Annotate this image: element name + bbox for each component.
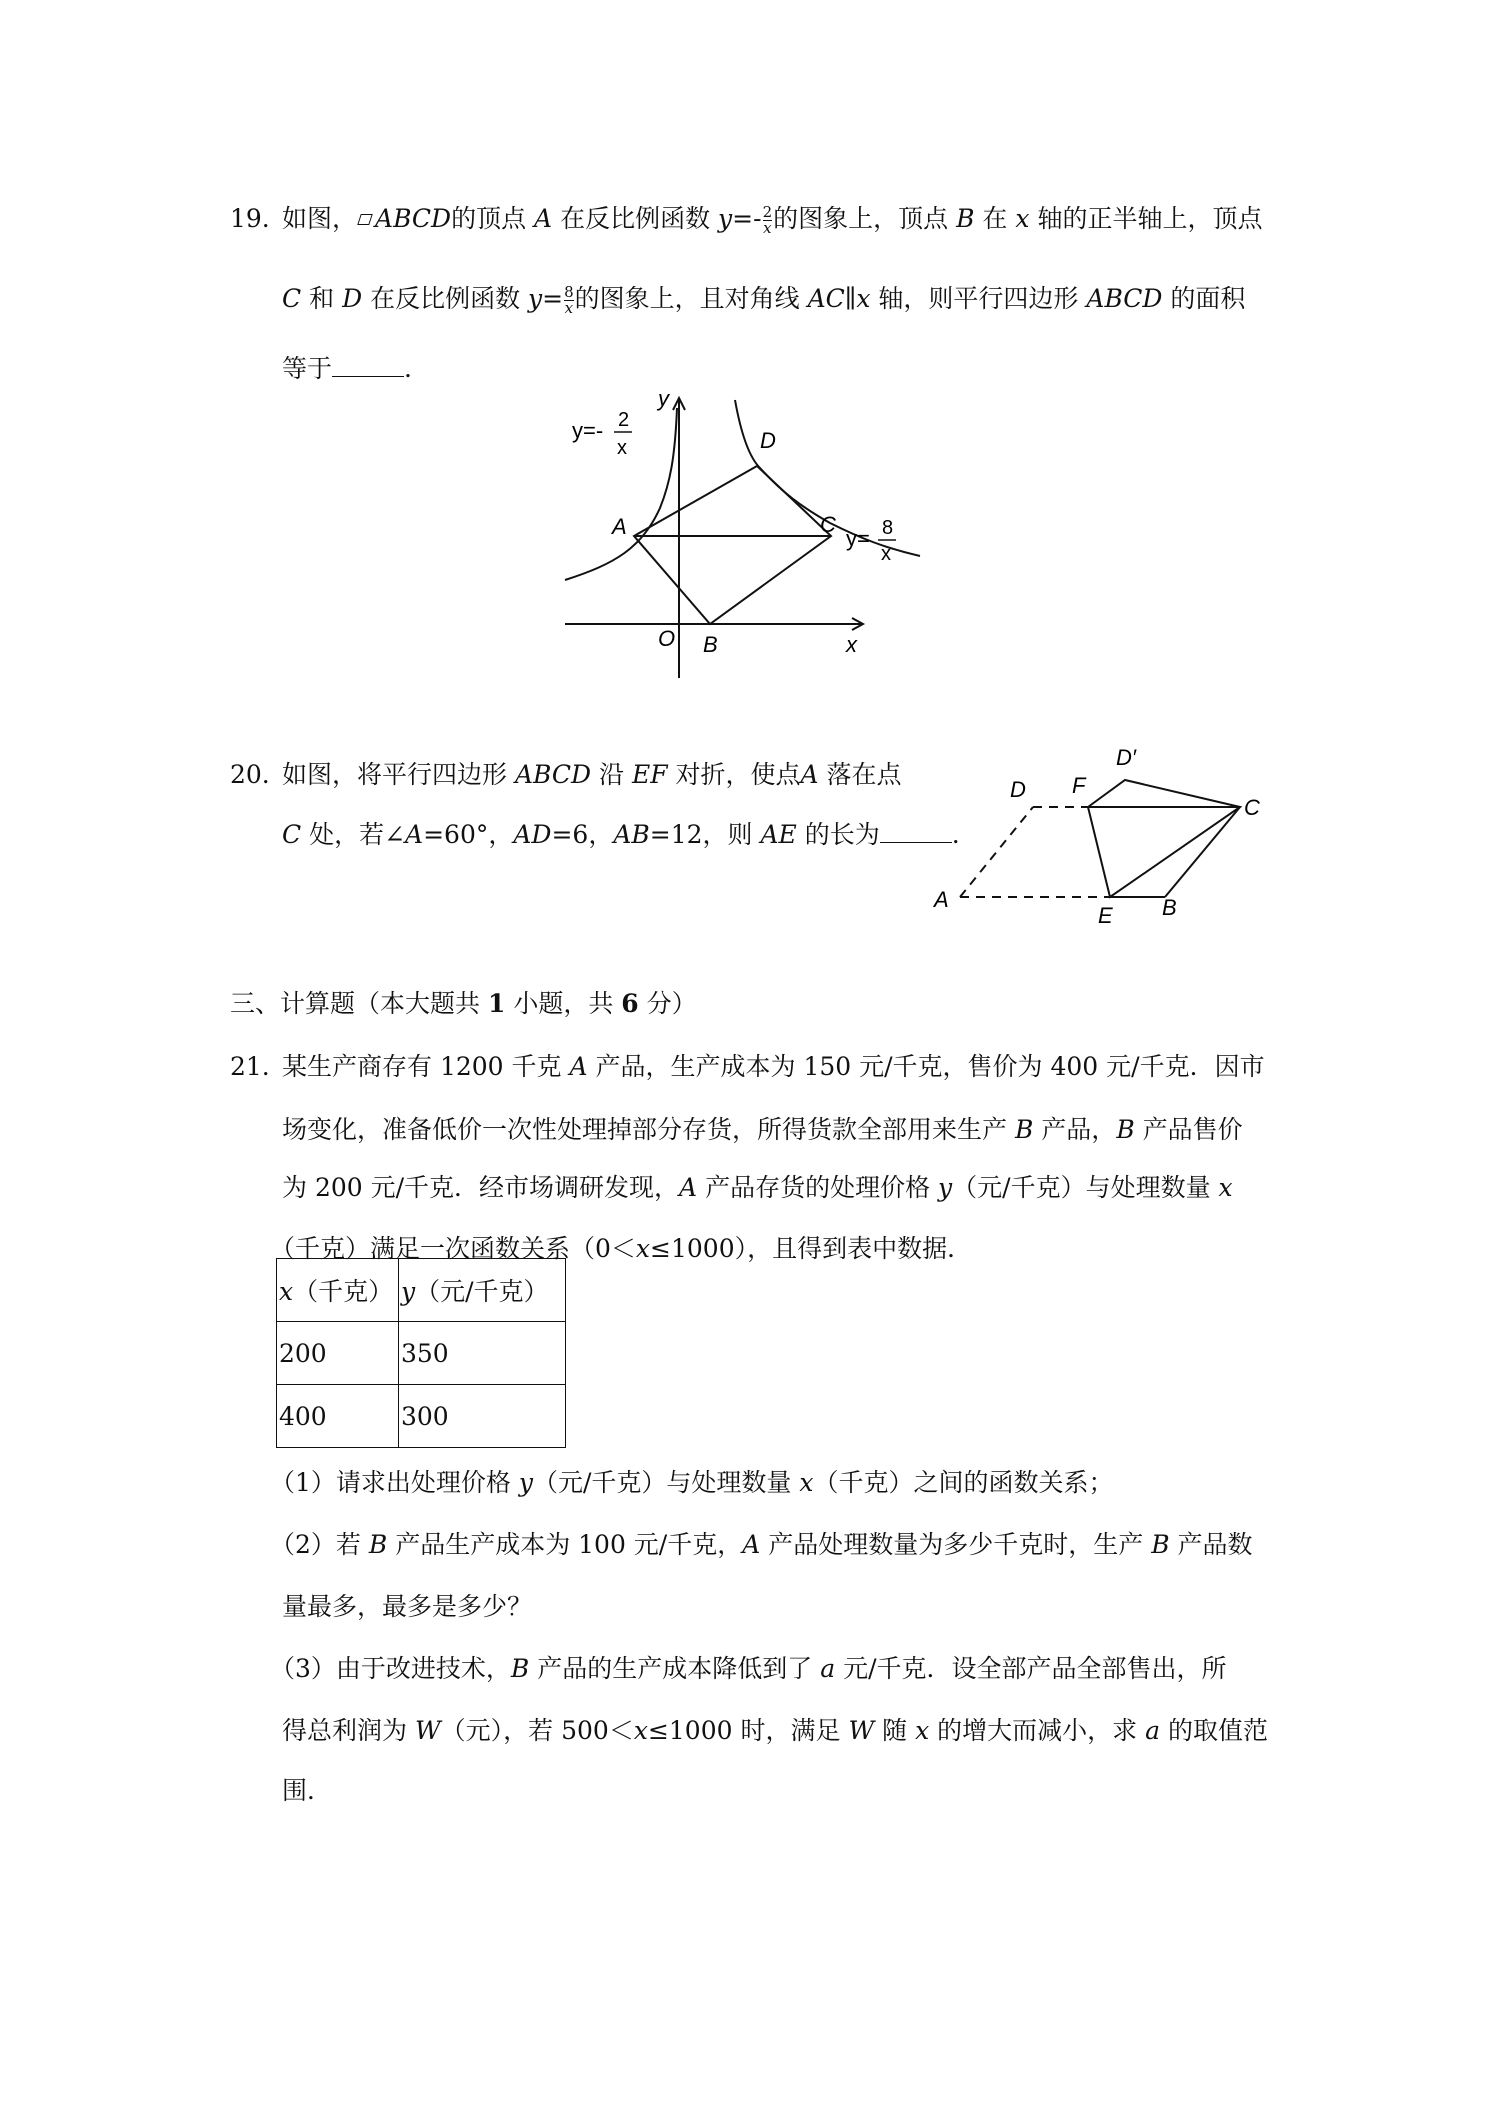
q20-figure	[920, 735, 1280, 930]
table-row	[277, 1385, 566, 1448]
q20-line-2: C 处，若∠A=60°，AD=6，AB=12，则 AE 的长为 .	[282, 820, 960, 849]
point-label-A: A	[612, 514, 627, 539]
point-label-C: C	[820, 512, 836, 537]
q19-number: 19.	[230, 204, 270, 233]
table-row	[277, 1322, 566, 1385]
label-x-2: x	[881, 543, 891, 565]
q21-part-3-line-3: 围．	[282, 1776, 333, 1805]
point-label-F: F	[1072, 773, 1086, 798]
q21-part-3-line-1: （3）由于改进技术，B 产品的生产成本降低到了 a 元/千克．设全部产品全部售出，所	[270, 1654, 1227, 1683]
q21-number: 21.	[230, 1052, 270, 1081]
section-3-heading: 三、计算题（本大题共 1 小题，共 6 分）	[230, 989, 697, 1018]
q19-figure	[560, 388, 940, 688]
point-label-B: B	[703, 632, 718, 657]
point-label-Dprime: D′	[1116, 745, 1137, 770]
point-label-O: O	[658, 626, 676, 651]
point-label-E: E	[1098, 903, 1113, 928]
table-header-x: x（千克）	[277, 1259, 399, 1322]
q20-number: 20.	[230, 760, 270, 789]
table-cell: 200	[277, 1322, 399, 1385]
q19-line-1: 如图， ABCD的顶点 A 在反比例函数 y=- $\frac{2}{x}$ 的图象上，顶点 B 在 x 轴的正半轴上，顶点	[282, 203, 1263, 237]
parallelogram-ABCD	[634, 466, 831, 624]
point-label-B: B	[1162, 895, 1177, 920]
label-y-neg: y=-	[572, 418, 604, 443]
table-cell: 300	[399, 1385, 566, 1448]
folded-quad-FD'CE	[1088, 780, 1240, 897]
q21-part-2-line-1: （2）若 B 产品生产成本为 100 元/千克，A 产品处理数量为多少千克时，生产 B 产品数	[270, 1530, 1253, 1559]
q19-line-3: 等于 .	[282, 354, 412, 383]
q21-line-1: 某生产商存有 1200 千克 A 产品，生产成本为 150 元/千克，售价为 400 元/千克．因市	[282, 1052, 1265, 1081]
label-8: 8	[882, 517, 894, 539]
q21-part-3-line-2: 得总利润为 W（元），若 500＜x≤1000 时，满足 W 随 x 的增大而减小，求 a 的取值范	[282, 1716, 1268, 1745]
q21-part-2-line-2: 量最多，最多是多少？	[282, 1592, 533, 1621]
point-label-A: A	[934, 887, 949, 912]
label-2: 2	[618, 409, 630, 431]
label-x-1: x	[617, 437, 627, 459]
fraction-8-over-x: $\frac{8}{x}$	[564, 283, 574, 317]
q20-line-1: 如图，将平行四边形 ABCD 沿 EF 对折，使点A 落在点	[282, 760, 902, 789]
point-label-D: D	[760, 428, 776, 453]
point-label-C: C	[1244, 795, 1260, 820]
parallelogram-symbol-icon	[357, 214, 373, 225]
answer-blank	[332, 352, 404, 377]
fraction-minus-2-over-x: $\frac{2}{x}$	[762, 203, 773, 237]
table-cell: 350	[399, 1322, 566, 1385]
dashed-AD	[960, 807, 1033, 897]
q21-part-1: （1）请求出处理价格 y（元/千克）与处理数量 x（千克）之间的函数关系；	[270, 1468, 1114, 1497]
table-header-y: y（元/千克）	[399, 1259, 566, 1322]
point-label-D: D	[1010, 777, 1026, 802]
q19-line-2: C 和 D 在反比例函数 y= $\frac{8}{x}$ 的图象上，且对角线 AC∥x 轴，则平行四边形 ABCD 的面积	[282, 283, 1246, 317]
axis-label-y: y	[658, 388, 669, 411]
label-y-pos: y=	[846, 526, 870, 551]
axis-label-x: x	[846, 632, 857, 657]
q21-line-3: 为 200 元/千克．经市场调研发现，A 产品存货的处理价格 y（元/千克）与处理数量 x	[282, 1173, 1233, 1202]
table-header-row	[277, 1259, 566, 1322]
q21-line-2: 场变化，准备低价一次性处理掉部分存货，所得货款全部用来生产 B 产品，B 产品售价	[282, 1115, 1243, 1144]
q21-line-4: （千克）满足一次函数关系（0＜x≤1000），且得到表中数据．	[270, 1234, 973, 1263]
table-cell: 400	[277, 1385, 399, 1448]
data-table	[276, 1258, 566, 1448]
